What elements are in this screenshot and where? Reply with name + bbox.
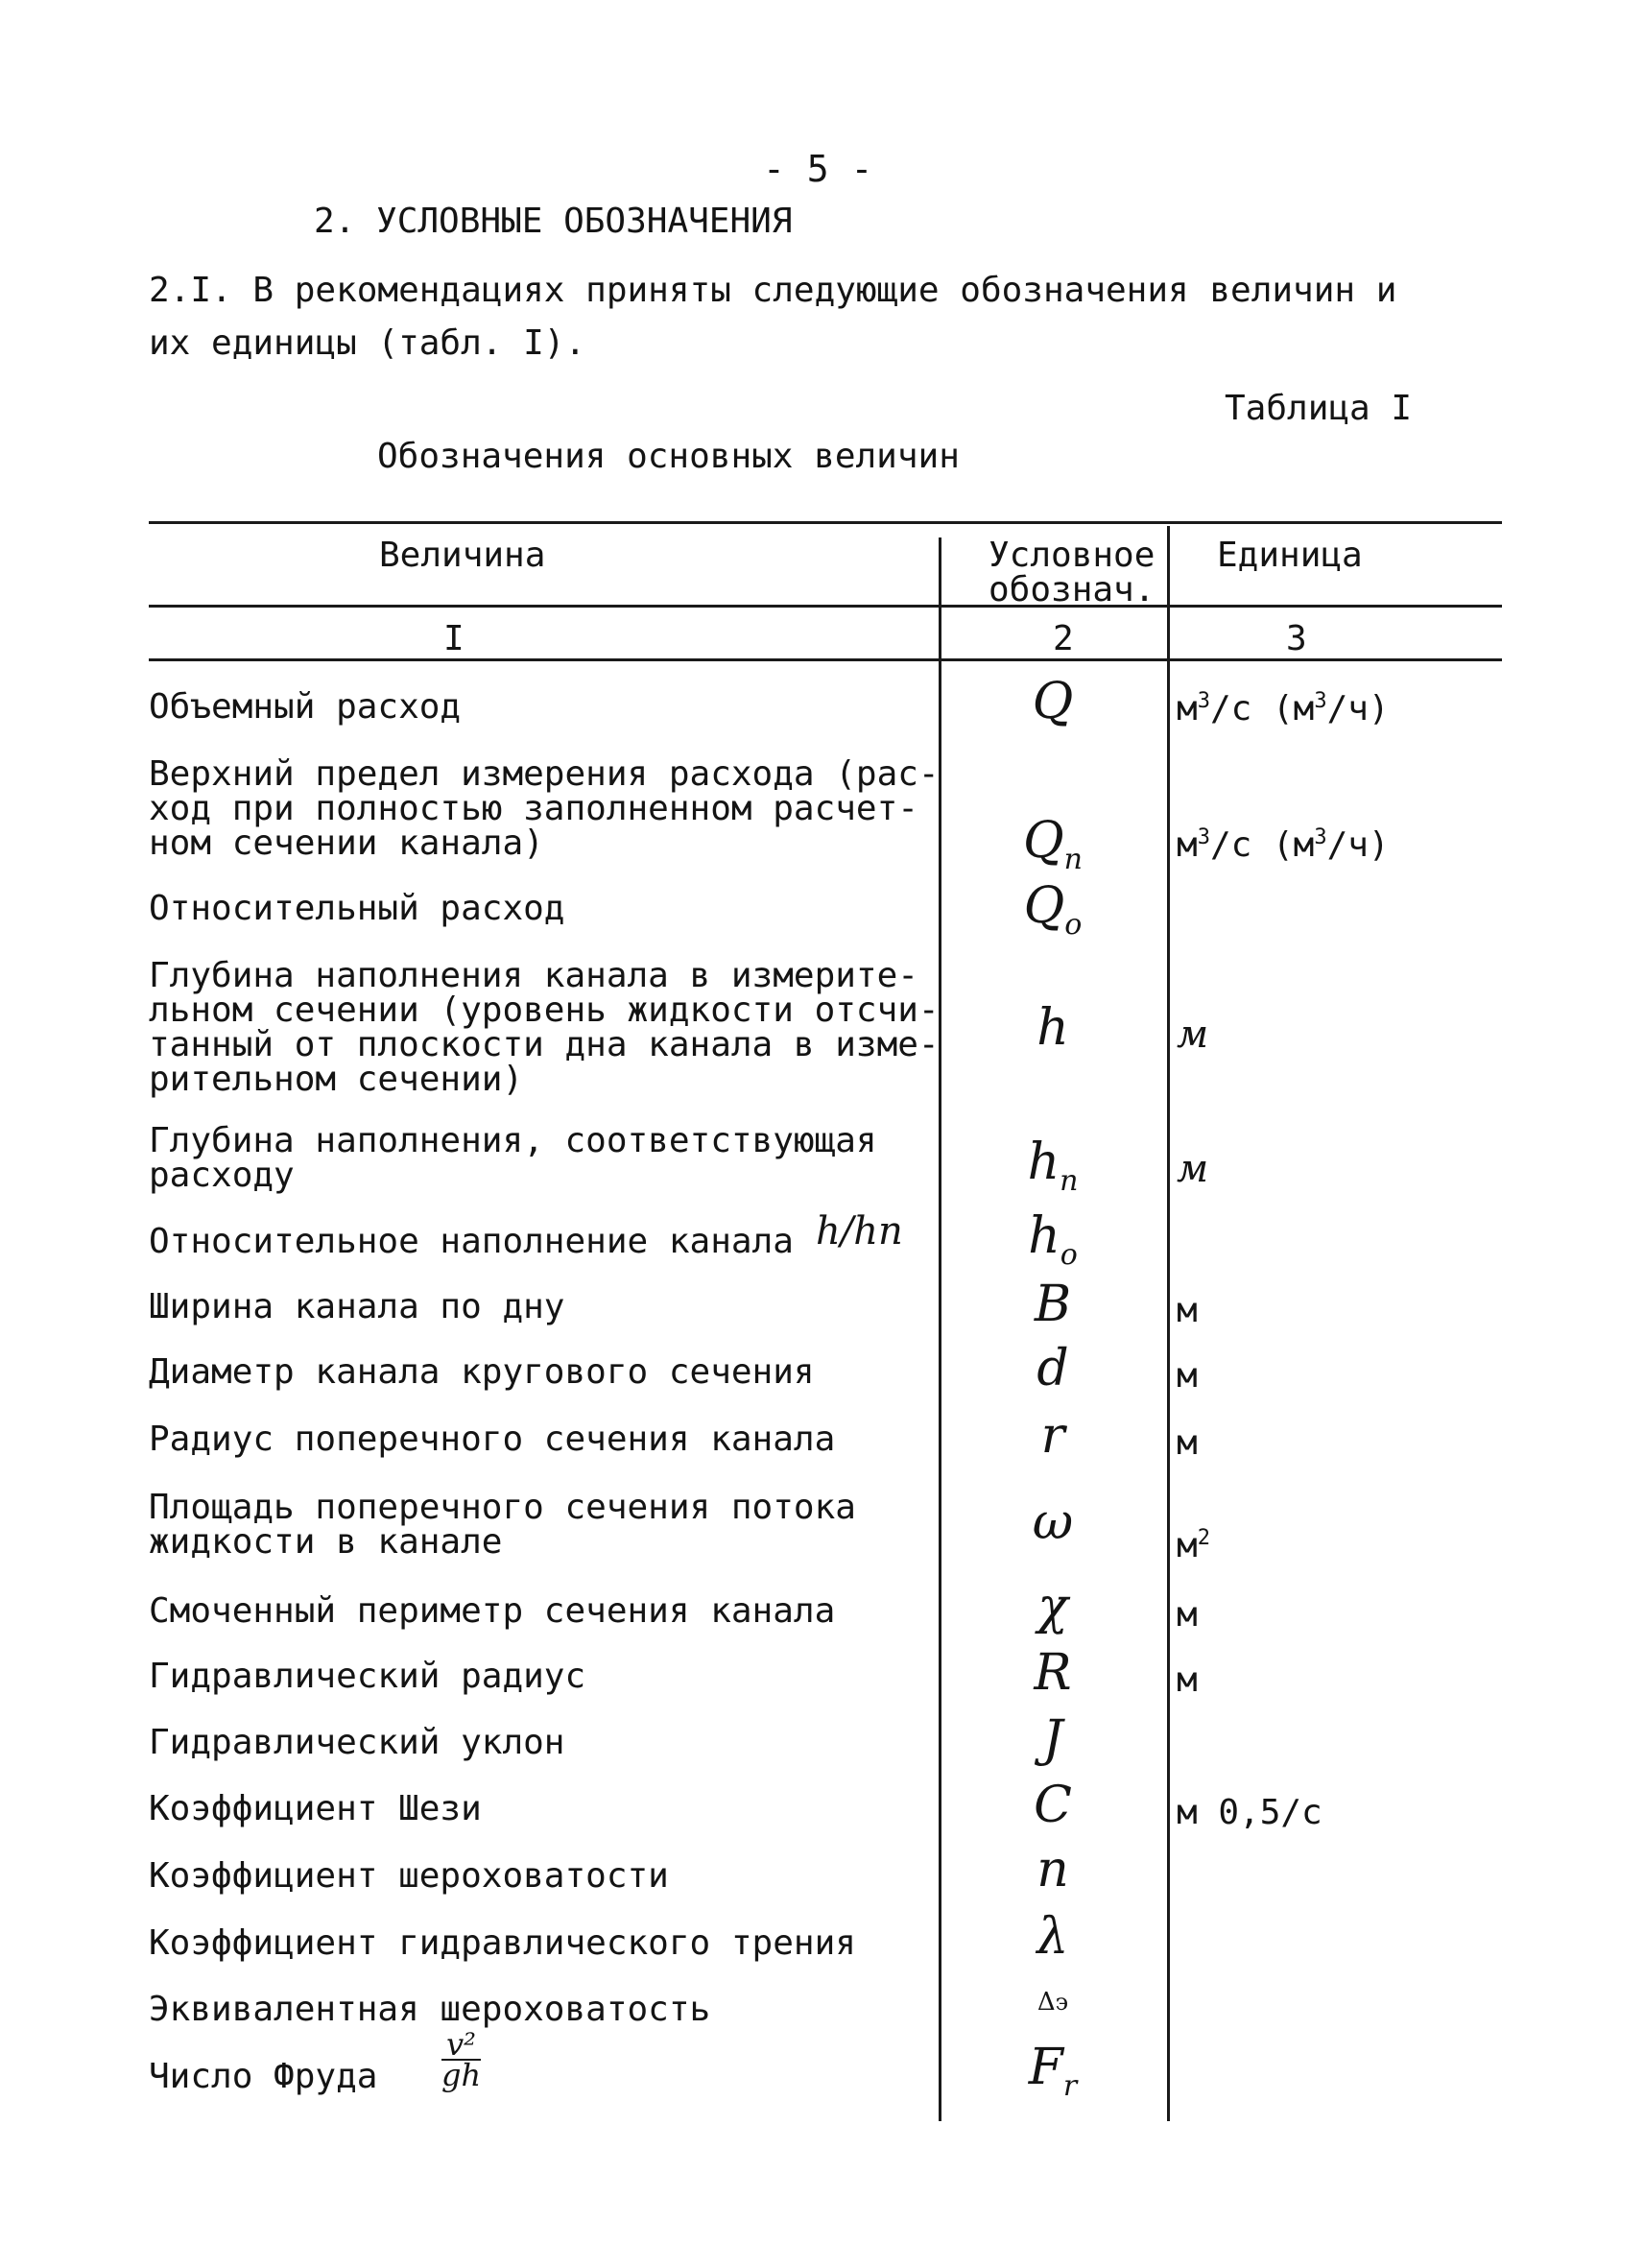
row-unit: м — [1177, 1595, 1198, 1635]
row-symbol: n — [1036, 1841, 1069, 1898]
column-number-2: 2 — [1053, 619, 1074, 658]
header-quantity: Величина — [379, 536, 546, 575]
column-number-rule — [149, 658, 1502, 661]
row-quantity: танный от плоскости дна канала в изме- — [149, 1025, 940, 1064]
row-unit: м — [1177, 1147, 1209, 1191]
froude-fraction-numerator: v² — [446, 2026, 476, 2063]
row-quantity: Диаметр канала кругового сечения — [149, 1352, 815, 1392]
row-quantity: Смоченный периметр сечения канала — [149, 1591, 836, 1631]
row-unit: м — [1177, 1356, 1198, 1396]
row-symbol: $F_r$ — [1028, 2039, 1078, 2103]
row-quantity: Гидравлический уклон — [149, 1723, 565, 1762]
row-quantity: Коэффициент шероховатости — [149, 1856, 669, 1896]
row-quantity: Относительное наполнение канала — [149, 1222, 794, 1261]
row-unit: м 0,5/с — [1177, 1793, 1322, 1832]
row-symbol: ω — [1032, 1493, 1074, 1551]
row-quantity: Площадь поперечного сечения потока — [149, 1488, 856, 1527]
table-top-rule — [149, 521, 1502, 524]
header-rule — [149, 605, 1502, 608]
row-symbol: χ — [1037, 1578, 1068, 1635]
table-caption: Обозначения основных величин — [377, 437, 960, 476]
row-inline-formula: h/hп — [816, 1209, 903, 1253]
row-unit: м — [1177, 1013, 1209, 1057]
row-quantity: ход при полностью заполненном расчет- — [149, 789, 918, 828]
section-title: 2. УСЛОВНЫЕ ОБОЗНАЧЕНИЯ — [314, 202, 793, 241]
row-quantity: Глубина наполнения канала в измерите- — [149, 956, 918, 995]
column-number-1: I — [443, 619, 465, 658]
intro-line-1: 2.I. В рекомендациях приняты следующие обозначения величин и — [149, 271, 1397, 310]
header-symbol-line-1: Условное — [989, 536, 1156, 575]
row-quantity: Объемный расход — [149, 687, 462, 727]
row-symbol: d — [1036, 1340, 1069, 1397]
row-symbol: $h_о$ — [1028, 1207, 1078, 1272]
row-quantity: Число Фруда — [149, 2057, 378, 2096]
row-symbol: h — [1036, 999, 1069, 1057]
row-quantity: Коэффициент Шези — [149, 1789, 482, 1828]
row-symbol: Δэ — [1036, 1988, 1069, 2017]
row-quantity: рительном сечении) — [149, 1060, 524, 1099]
row-unit: $м^2$ — [1177, 1526, 1210, 1565]
row-quantity: Верхний предел измерения расхода (рас- — [149, 754, 940, 794]
row-unit: $м^3/с$ $(м^3/ч)$ — [1177, 689, 1390, 728]
column-number-3: 3 — [1286, 619, 1307, 658]
row-quantity: Относительный расход — [149, 889, 565, 928]
row-quantity: расходу — [149, 1156, 295, 1195]
row-unit: м — [1177, 1660, 1198, 1700]
table-label: Таблица I — [1225, 389, 1413, 428]
row-symbol: C — [1034, 1777, 1072, 1834]
row-quantity: Эквивалентная шероховатость — [149, 1990, 711, 2029]
row-quantity: Глубина наполнения, соответствующая — [149, 1121, 877, 1160]
row-symbol: $h_п$ — [1027, 1134, 1079, 1198]
column-divider-2 — [1167, 526, 1170, 2121]
row-quantity: жидкости в канале — [149, 1522, 503, 1562]
header-unit: Единица — [1217, 536, 1363, 575]
row-symbol: Q — [1032, 673, 1074, 730]
intro-line-2: их единицы (табл. I). — [149, 323, 586, 363]
header-symbol-line-2: обознач. — [989, 570, 1156, 609]
row-quantity: ном сечении канала) — [149, 824, 544, 863]
froude-fraction-denominator: gh — [441, 2057, 482, 2093]
froude-fraction — [441, 2026, 482, 2093]
row-quantity: Коэффициент гидравлического трения — [149, 1923, 856, 1963]
row-symbol: r — [1040, 1407, 1065, 1465]
row-symbol: B — [1034, 1276, 1072, 1333]
row-unit: м — [1177, 1423, 1198, 1463]
row-quantity: Радиус поперечного сечения канала — [149, 1420, 836, 1459]
row-symbol: $Q_п$ — [1023, 812, 1083, 876]
row-symbol: R — [1034, 1644, 1072, 1702]
row-unit: м — [1177, 1291, 1198, 1330]
row-symbol: J — [1042, 1710, 1063, 1768]
row-quantity: Гидравлический радиус — [149, 1657, 586, 1696]
row-symbol: λ — [1036, 1908, 1069, 1966]
row-unit: $м^3/с$ $(м^3/ч)$ — [1177, 825, 1390, 865]
page-number: - 5 - — [763, 148, 873, 190]
row-quantity: Ширина канала по дну — [149, 1287, 565, 1326]
row-quantity: льном сечении (уровень жидкости отсчи- — [149, 991, 940, 1030]
row-symbol: $Q_о$ — [1023, 877, 1083, 942]
